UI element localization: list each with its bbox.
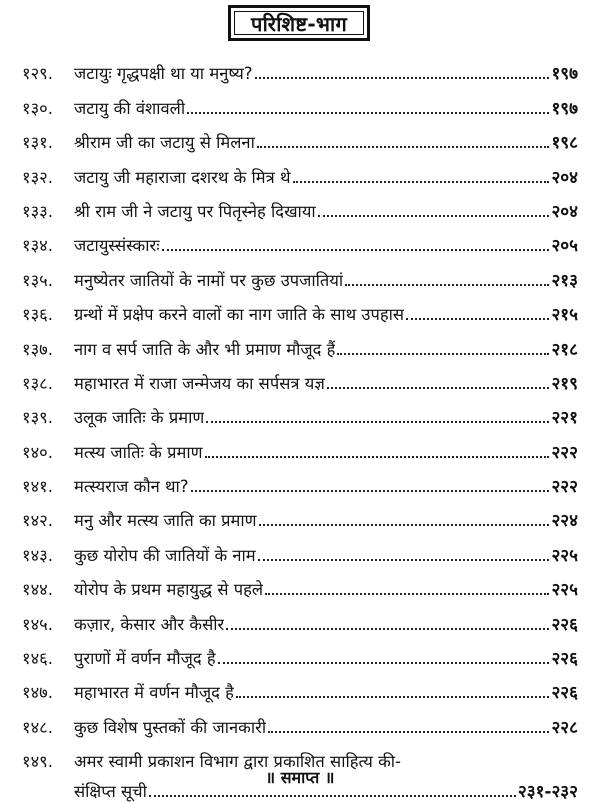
toc-entry [22,50,578,84]
dot-leader [406,318,549,320]
entry-page-number: २२४ [551,511,578,532]
dot-leader [345,284,549,286]
end-marker: ॥ समाप्त ॥ [265,768,335,787]
entry-title: कुछ विशेष पुस्तकों की जानकारी [74,717,267,737]
toc-entry [22,256,578,290]
dot-leader [257,146,550,148]
entry-number: १२९. [22,64,53,84]
entry-title: जटायु की वंशावली [74,98,186,118]
entry-title: अमर स्वामी प्रकाशन विभाग द्वारा प्रकाशित साहित्य की- [74,752,401,772]
entry-title: मत्स्यराज कौन था? [74,477,189,497]
table-of-contents [22,50,578,802]
entry-page-number: २१३ [551,270,578,291]
entry-title: श्री राम जी ने जटायु पर पितृस्नेह दिखाया [74,201,316,221]
entry-page-number: २२२ [551,442,578,463]
dot-leader [255,77,550,79]
dot-leader [318,215,550,217]
entry-number: १४९. [22,752,53,772]
toc-entry [22,84,578,118]
entry-number: १३६. [22,305,53,325]
entry-title: जटायुः गृद्धपक्षी था या मनुष्य? [74,64,253,84]
entry-title: मनु और मत्स्य जाति का प्रमाण [74,511,257,531]
entry-number: १४०. [22,442,53,462]
page-title: परिशिष्ट-भाग [228,5,370,41]
toc-entry [22,635,578,669]
dot-leader [226,628,549,630]
entry-title: मनुष्येतर जातियों के नामों पर कुछ उपजातियां [74,270,344,290]
entry-number: १४६. [22,649,53,669]
dot-leader [149,795,516,797]
entry-title: महाभारत में वर्णन मौजूद है [74,683,234,703]
entry-page-number: २१८ [551,339,578,360]
dot-leader [265,593,549,595]
toc-entry [22,566,578,600]
dot-leader [187,112,549,114]
entry-page-number: २०४ [551,167,578,188]
dot-leader [162,249,550,251]
dot-leader [259,524,550,526]
entry-page-number: २२५ [551,545,578,566]
entry-title: पुराणों में वर्णन मौजूद है [74,649,216,669]
entry-page-number: २२६ [551,649,578,670]
toc-entry [22,669,578,703]
entry-page-number: २२८ [551,717,578,738]
entry-title: महाभारत में राजा जन्मेजय का सर्पसत्र यज्ञ [74,373,325,393]
entry-number: १४१. [22,477,53,497]
entry-number: १४३. [22,545,53,565]
dot-leader [191,490,550,492]
entry-number: १३७. [22,339,53,359]
entry-page-number: २०४ [551,201,578,222]
entry-number: १४७. [22,683,53,703]
entry-number: १३३. [22,201,53,221]
toc-entry [22,703,578,737]
entry-number: १४२. [22,511,53,531]
toc-entry [22,394,578,428]
entry-title: उलूक जातिः के प्रमाण [74,408,205,428]
entry-page-number: २२६ [551,614,578,635]
dot-leader [236,696,550,698]
entry-title: ग्रन्थों में प्रक्षेप करने वालों का नाग जाति के साथ उपहास [74,305,405,325]
toc-entry [22,600,578,634]
entry-number: १३४. [22,236,53,256]
entry-number: १३२. [22,167,53,187]
dot-leader [327,387,550,389]
entry-page-number: १९७ [551,64,578,85]
entry-page-number: २२६ [551,683,578,704]
toc-entry [22,153,578,187]
entry-title: श्रीराम जी का जटायु से मिलना [74,133,255,153]
dot-leader [218,662,550,664]
dot-leader [258,559,550,561]
toc-entry [22,119,578,153]
entry-page-number: २१९ [551,373,578,394]
entry-page-number: २२१ [551,408,578,429]
dot-leader [205,456,550,458]
dot-leader [337,353,549,355]
dot-leader [206,421,549,423]
entry-number: १३५. [22,270,53,290]
entry-page-number: २२२ [551,477,578,498]
entry-title: कुछ योरोप की जातियों के नाम [74,545,256,565]
entry-title: जटायुस्संस्कारः [74,236,160,256]
toc-entry [22,463,578,497]
entry-number: १४५. [22,614,53,634]
toc-entry [22,325,578,359]
entry-page-number: २१५ [551,305,578,326]
entry-title: कज़ार, केसार और कैसीर [74,614,225,634]
toc-entry [22,428,578,462]
entry-page-number: २२५ [551,580,578,601]
entry-number: १३८. [22,373,53,393]
toc-entry [22,291,578,325]
toc-entry [22,497,578,531]
entry-title: योरोप के प्रथम महायुद्ध से पहले [74,580,264,600]
entry-number: १४८. [22,717,53,737]
toc-entry [22,222,578,256]
entry-title-continued: संक्षिप्त सूची [74,782,147,802]
entry-title: नाग व सर्प जाति के और भी प्रमाण मौजूद हैं [74,339,336,359]
toc-entry [22,360,578,394]
entry-number: १४४. [22,580,53,600]
entry-page-number: २०५ [551,236,578,257]
entry-title: जटायु जी महाराजा दशरथ के मित्र थे [74,167,291,187]
dot-leader [293,181,550,183]
entry-number: १३९. [22,408,53,428]
toc-entry [22,188,578,222]
entry-number: १३०. [22,98,53,118]
entry-page-number: १९७ [551,98,578,119]
entry-page-number: २३१-२३२ [517,782,578,802]
entry-number: १३१. [22,133,53,153]
dot-leader [268,731,549,733]
entry-title: मत्स्य जातिः के प्रमाण [74,442,203,462]
entry-page-number: १९८ [551,133,578,154]
toc-entry [22,531,578,565]
